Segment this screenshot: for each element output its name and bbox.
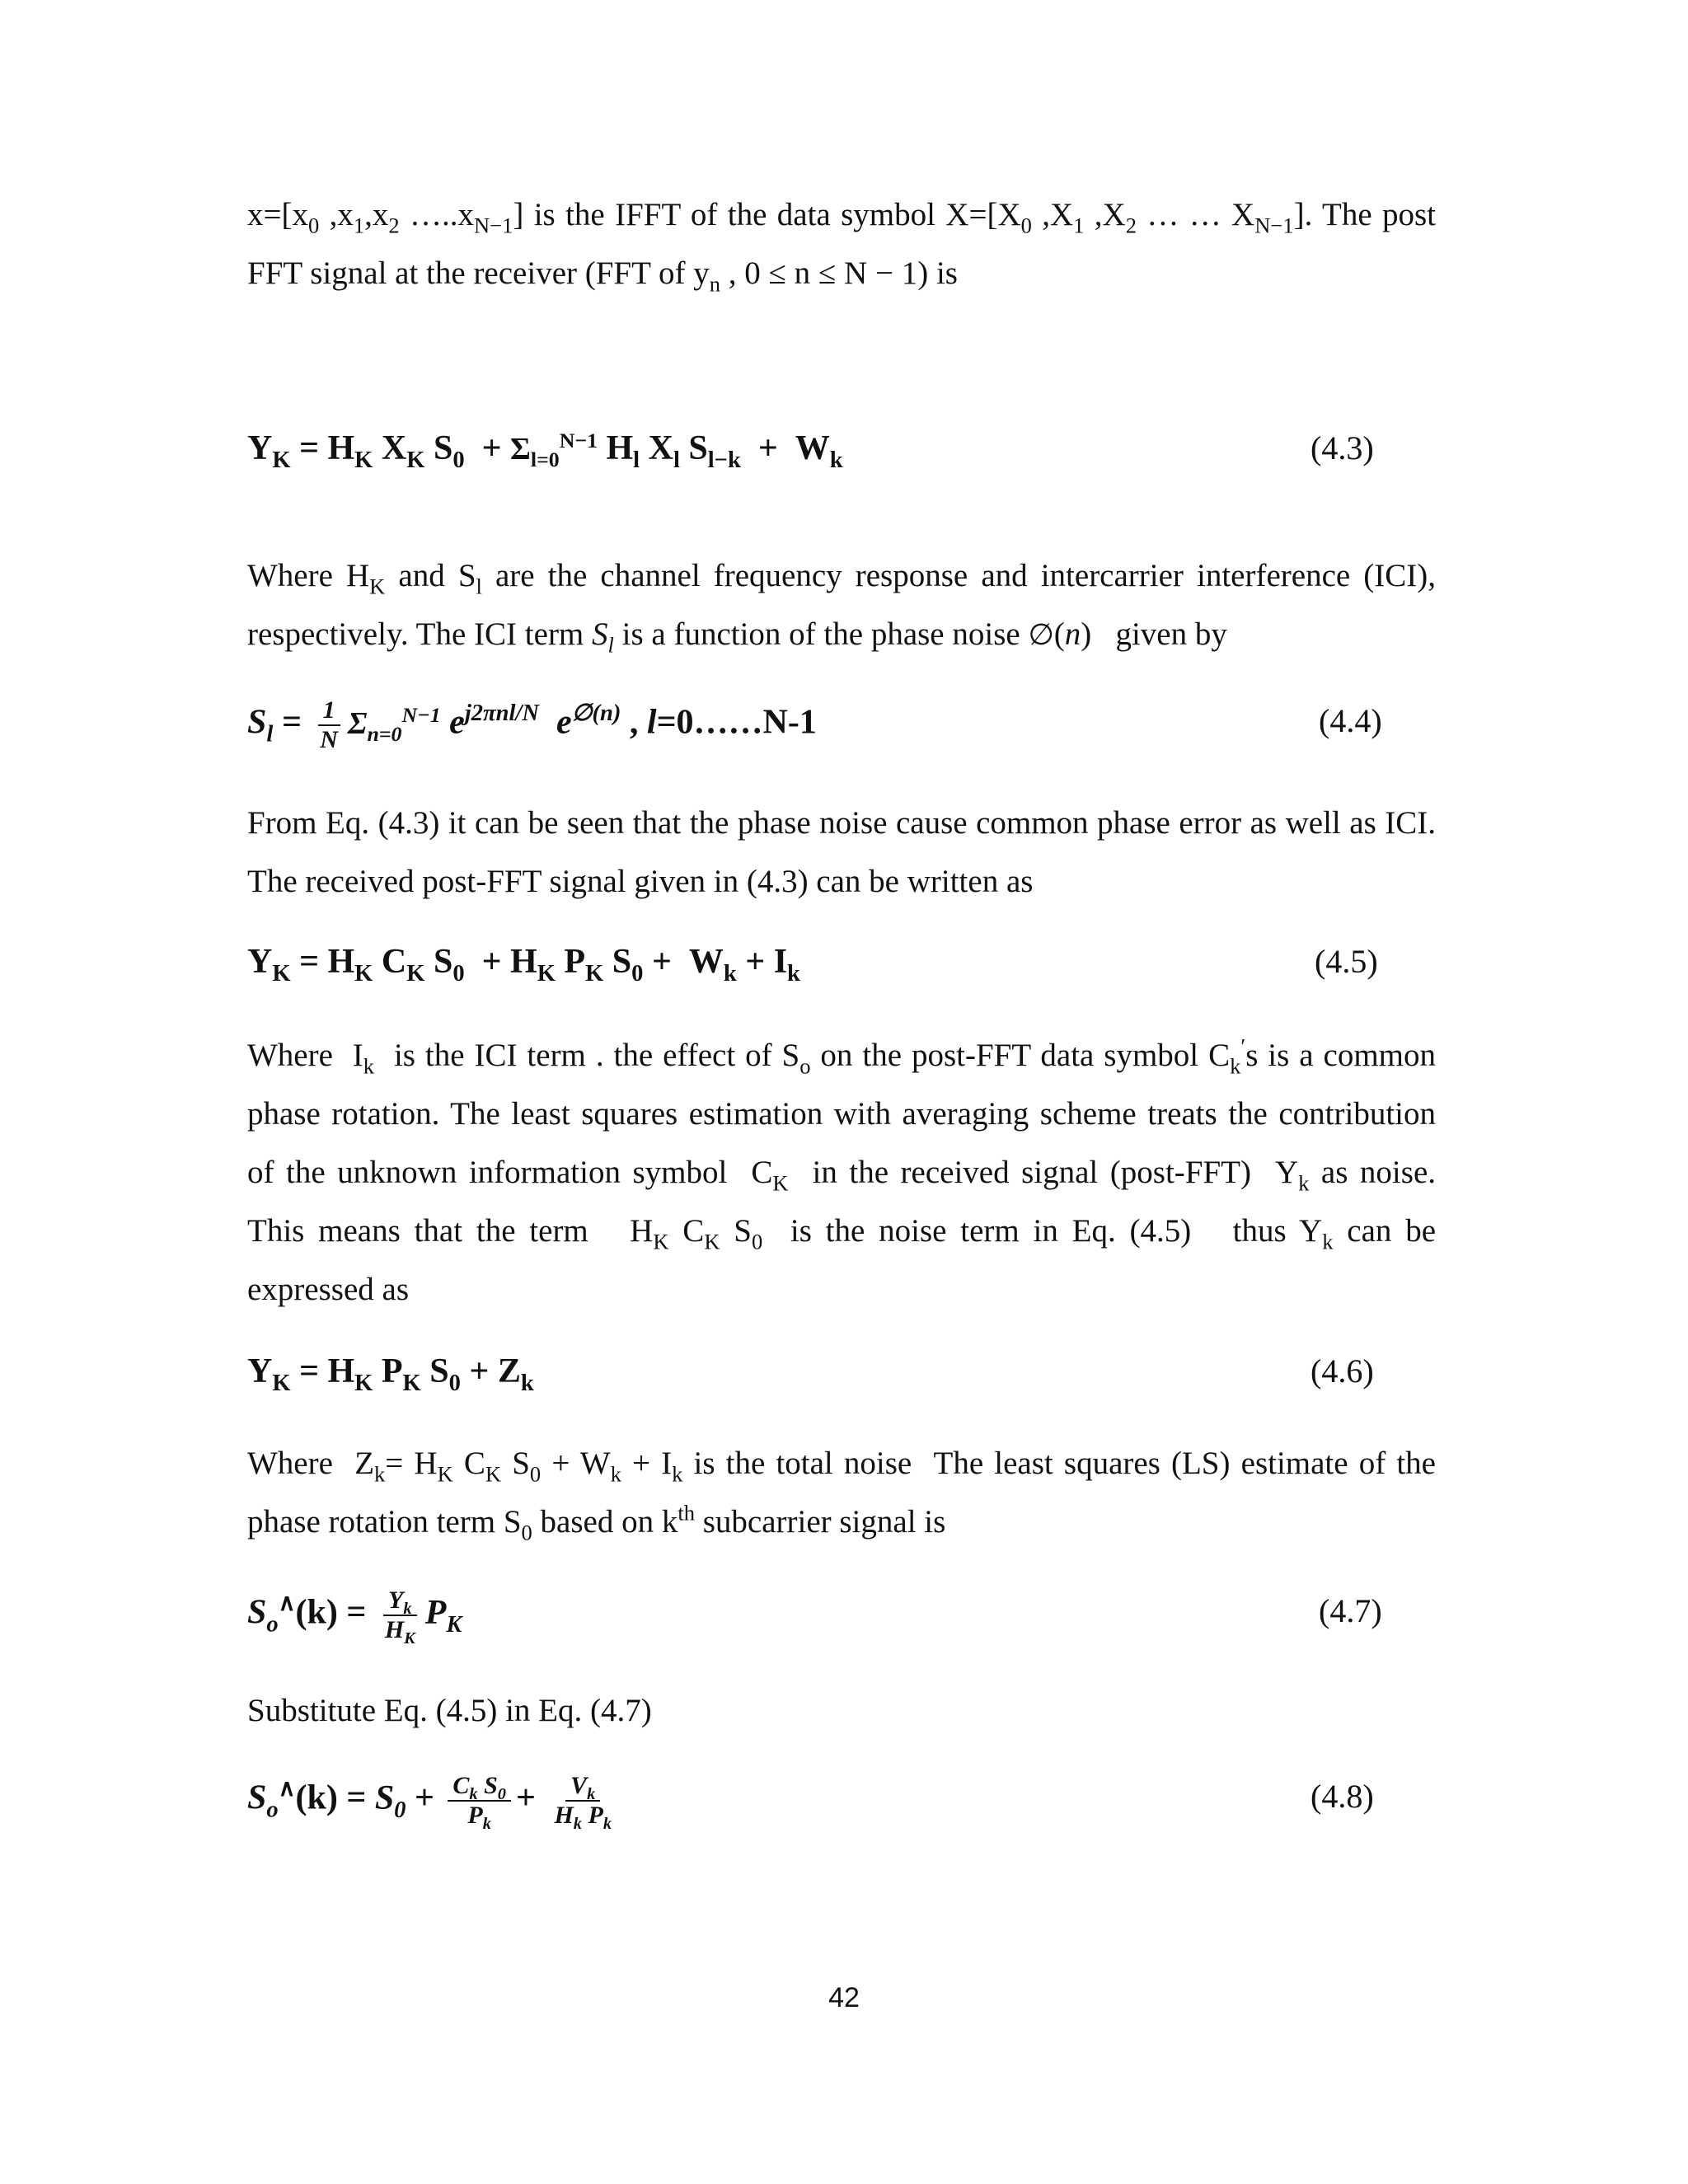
equation-4-5-number: (4.5) [1315,943,1378,980]
equation-4-3 [247,429,1401,494]
para5-rendered: Where $Z_k= H_K$ $C_K$ $S_0 + W_k + I_k$ is the total noise The least squares (LS) estimate of the phase rotation term $S_0$ based on $k^{th}$ subcarrier signal is [247,1446,1436,1545]
para3-text: From Eq. (4.3) it can be seen that the phase noise cause common phase error as well as ICI. The received post-FFT signal given in (4.3) can be written as [247,805,1436,899]
equation-4-3-body: $Y_K = H_K$ $X_K$ $S_0 + \Sigma_{l=0}^{N-1}$ $H_l$ $X_l$ $S_{l-k} + W_k$ [247,428,843,473]
equation-4-4-body: $S_l$ = $\frac{1}{N}$ $\Sigma_{n=0}^{N-1}$ $e^{j2\pi nl/N}$ $e^{\emptyset(n)}$ , l=0……N-1 [247,696,817,753]
equation-4-6 [247,1352,1401,1418]
page-number: 42 [828,1982,860,2013]
equation-4-7-body: $S_o^\wedge(k)$ = $\frac{Y_k}{H_K}$ $P_K$ [247,1586,462,1648]
equation-4-5 [247,942,1401,1008]
equation-4-6-number: (4.6) [1311,1352,1374,1390]
paragraph-ifft-definition [247,185,1436,302]
para2-rendered: Where $H_K$ and $S_l$ are the channel frequency response and intercarrier interference (ICI), respectively. The ICI term $S_l$ is a function of the phase noise ∅(n) given by [247,558,1436,658]
equation-4-7 [247,1586,1401,1652]
paragraph-least-squares [247,1026,1436,1319]
para1-rendered: $x=[x_0$ $,x_1,x_2$ $\dots..x_{N-1}$] is the IFFT of the data symbol $X=[X_0$ $,X_1$ $,X_2$ … … $X_{N-1}$]. The post FFT signal at the receiver (FFT of $y_n$ , 0 ≤ n ≤ N − 1) is [247,197,1437,297]
equation-4-8-body: $S_o^\wedge(k) = S_0$ + $\frac{C_k S_0}{P_k}$ + $\frac{V_k}{H_k P_k}$ [247,1772,612,1834]
equation-4-3-number: (4.3) [1311,429,1374,466]
paragraph-channel-response [247,546,1436,664]
equation-4-8 [247,1772,1401,1838]
paragraph-total-noise [247,1434,1436,1551]
equation-4-5-body: $Y_K = H_K$ $C_K$ $S_0 + H_K$ $P_K$ $S_0 + W_k + I_k$ [247,943,800,987]
equation-4-6-body: $Y_K = H_K$ $P_K$ $S_0 + Z_k$ [247,1352,534,1396]
paragraph-substitute [247,1681,1436,1740]
equation-4-4-number: (4.4) [1319,702,1382,739]
equation-4-8-number: (4.8) [1311,1778,1374,1815]
para4-rendered: Where $I_k$ is the ICI term . the effect of $S_o$ on the post-FFT data symbol $C_k's$ is a common phase rotation. The least squares estimation with averaging scheme treats the contribution of the unknown information symbol $C_K$ in the received signal (post-FFT) $Y_k$ as noise. This means that the term $H_K$ $C_K$ $S_0$ is the noise term in Eq. (4.5) thus $Y_k$ can be expressed as [247,1033,1437,1307]
paragraph-phase-noise [247,794,1436,911]
para6-text: Substitute Eq. (4.5) in Eq. (4.7) [247,1693,652,1728]
equation-4-4 [247,696,1401,762]
equation-4-7-number: (4.7) [1319,1592,1382,1629]
